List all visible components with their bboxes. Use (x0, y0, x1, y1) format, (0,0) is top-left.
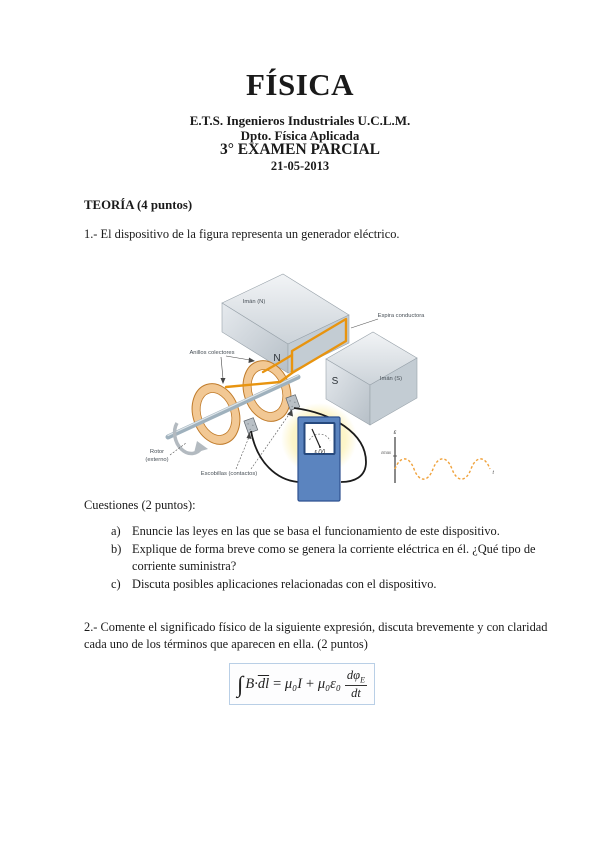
formula-plus: + (305, 675, 315, 692)
formula-dl: $\overline{dl}$ (257, 675, 270, 692)
formula-frac-numerator (345, 668, 367, 686)
voltmeter (298, 417, 340, 501)
doc-title: FÍSICA (245, 67, 355, 102)
question-2-line2: cada uno de los términos que aparecen en ella. (2 puntos) (84, 637, 368, 651)
item-a-text: Enuncie las leyes en las que se basa el funcionamiento de este dispositivo. (132, 524, 500, 538)
formula-fraction (345, 668, 367, 700)
cuestiones-label: Cuestiones (2 puntos): (84, 498, 196, 512)
question-2-line1: 2.- Comente el significado físico de la siguiente expresión, discuta brevemente y con claridad (84, 620, 548, 634)
formula-mu0eps0: μ₀ε₀ (317, 675, 341, 692)
item-a-marker: a) (111, 524, 121, 538)
iman-s-label: Imán (S) (379, 376, 403, 382)
frac-num-sub: E (360, 675, 365, 685)
meter-label: ε (V) (314, 449, 326, 455)
pole-n-letter: N (273, 353, 281, 364)
formula-equals: = (272, 675, 282, 692)
rotor-label-line2: (externo) (145, 457, 169, 463)
formula-mu0I: μ₀I (284, 675, 303, 692)
doc-date: 21-05-2013 (270, 159, 330, 173)
espira-label: Espira conductora (377, 313, 425, 319)
doc-department: Dpto. Física Aplicada (240, 128, 360, 143)
frac-num-main: dφ (346, 667, 361, 682)
generator-figure (130, 271, 500, 516)
doc-exam-title: 3° EXAMEN PARCIAL (219, 141, 381, 158)
formula-frac-denominator: dt (351, 685, 361, 700)
item-c-text: Discuta posibles aplicaciones relacionadas con el dispositivo. (132, 577, 437, 591)
cuestion-item-b (111, 542, 536, 557)
item-b-text-line1: Explique de forma breve como se genera la corriente eléctrica en él. ¿Qué tipo de (132, 542, 536, 556)
graph-peak-label: εmax (381, 450, 391, 455)
item-b-text-line2: corriente suministra? (132, 559, 237, 573)
anillos-label: Anillos colectores (189, 350, 235, 356)
cuestion-item-c (111, 577, 437, 592)
cuestion-item-a (111, 524, 500, 539)
item-b-marker: b) (111, 542, 122, 556)
graph-x-axis-label: t (492, 470, 494, 476)
graph-y-axis-label: ε (393, 430, 397, 436)
doc-school: E.T.S. Ingenieros Industriales U.C.L.M. (189, 113, 411, 128)
iman-n-label: Imán (N) (242, 299, 266, 305)
teoria-heading: TEORÍA (4 puntos) (84, 198, 193, 212)
emf-graph (381, 430, 494, 483)
formula-dot: · (254, 675, 258, 692)
escobillas-label: Escobillas (contactos) (200, 471, 258, 477)
integral-sign: ∫ (237, 671, 244, 697)
pole-s-letter: S (331, 376, 339, 387)
rotor-label-line1: Rotor (149, 449, 165, 455)
item-c-marker: c) (111, 577, 121, 591)
formula-B: B (245, 675, 255, 692)
question-1: 1.- El dispositivo de la figura representa un generador eléctrico. (84, 227, 400, 241)
ampere-maxwell-formula (229, 663, 375, 705)
